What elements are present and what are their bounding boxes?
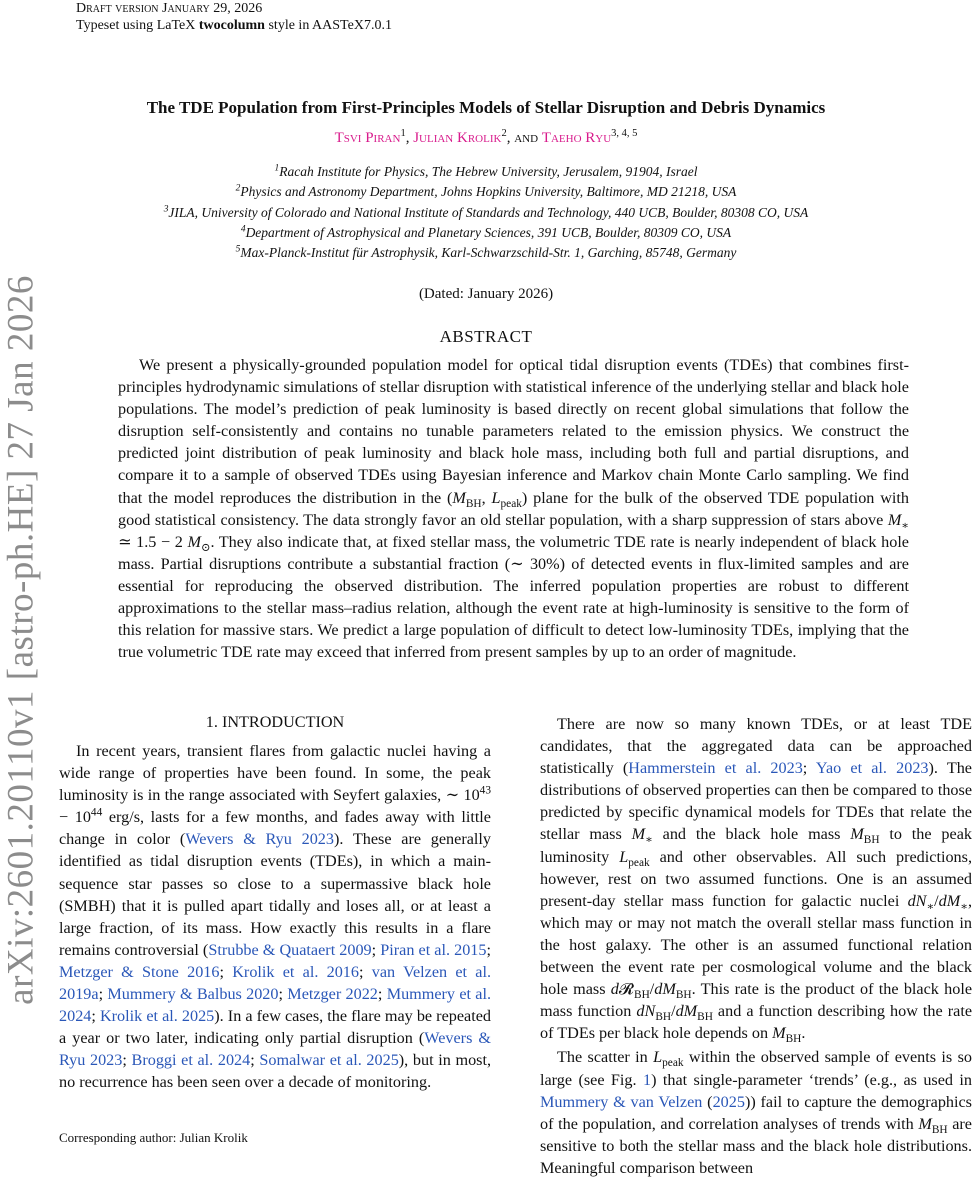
affiliation-number: 5 (235, 244, 241, 255)
draft-version-line (76, 0, 262, 17)
citation-link[interactable]: Piran et al. 2015 (380, 940, 487, 959)
paragraph: In recent years, transient flares from galactic nuclei having a wide range of properties have been found. In some, the peak luminosity is in the range associated with Seyfert galaxies, ∼ $10^{43} - 10^{44}$ erg/s, lasts for a few months, and fades away with little change in color (Wevers & Ryu 2023). These are generally identified as tidal disruption events (TDEs), in which a main-sequence star passes so close to a supermassive black hole (SMBH) that it is pulled apart tidally and loses all, or at least a large fraction, of its mass. How exactly this results in a flare remains controversial (Strubbe & Quataert 2009; Piran et al. 2015; Metzger & Stone 2016; Krolik et al. 2016; van Velzen et al. 2019a; Mummery & Balbus 2020; Metzger 2022; Mummery et al. 2024; Krolik et al. 2025). In a few cases, the flare may be repeated a year or two later, indicating only partial disruption (Wevers & Ryu 2023; Broggi et al. 2024; Somalwar et al. 2025), but in most, no recurrence has been seen over a decade of monitoring. (59, 742, 492, 1092)
affiliation-number: 3 (163, 204, 169, 215)
citation-year-link[interactable]: 2025 (712, 1092, 745, 1111)
citation-link[interactable]: Metzger 2022 (287, 985, 378, 1004)
draft-date: January 29, 2026 (162, 1, 263, 16)
section-heading-introduction: 1. INTRODUCTION (205, 713, 345, 731)
author-list: Tsvi Piran$^1$, Julian Krolik$^2$, and Taeho Ryu$^{3, 4, 5}$ (334, 128, 638, 146)
affiliation-list (60, 162, 912, 263)
abstract-body: We present a physically-grounded population model for optical tidal disruption events (TDEs) that combines first-principles hydrodynamic simulations of stellar disruption with statistical inference of the underlying stellar and black hole populations. The model’s prediction of peak luminosity is based directly on recent global simulations that follow the disruption self-consistently and contains no tunable parameters related to the emission physics. We construct the predicted joint distribution of peak luminosity and black hole mass, including both full and partial disruptions, and compare it to a sample of observed TDEs using Bayesian inference and Markov chain Monte Carlo sampling. We find that the model reproduces the distribution in the ($M_{BH}$, $L_{peak}$) plane for the bulk of the observed TDE population with good statistical consistency. The data strongly favor an old stellar population, with a sharp suppression of stars above $M_∗$ ≃ 1.5 − 2 $M_⊙$. They also indicate that, at fixed stellar mass, the volumetric TDE rate is nearly independent of black hole mass. Partial disruptions contribute a substantial fraction (∼ 30%) of detected events in flux-limited samples and are essential for reproducing the observed distribution. The inferred population properties are robust to different approximations to the stellar mass–radius relation, although the event rate at high-luminosity is sensitive to the form of this relation for massive stars. We predict a large population of difficult to detect low-luminosity TDEs, implying that the true volumetric TDE rate may exceed that inferred from present samples by up to an order of magnitude. (118, 356, 910, 662)
affiliation-number: 1 (274, 163, 280, 174)
left-column (59, 740, 491, 1094)
citation-link[interactable]: Broggi et al. 2024 (131, 1051, 251, 1070)
typeset-suffix: style in AASTeX7.0.1 (264, 18, 392, 33)
latex-logo: LaTeX (156, 18, 196, 33)
citation-link[interactable]: Yao et al. 2023 (815, 759, 929, 778)
author-affiliation-mark: 3, 4, 5 (611, 128, 638, 139)
author-link-piran[interactable]: Tsvi Piran (334, 130, 401, 146)
citation-link[interactable]: Hammerstein et al. 2023 (628, 759, 803, 778)
citation-link[interactable]: Wevers & Ryu 2023 (59, 1029, 492, 1070)
abstract-heading: ABSTRACT (439, 327, 533, 346)
paragraph: There are now so many known TDEs, or at least TDE candidates, that the aggregated data can be approached statistically (Hammerstein et al. 2023; Yao et al. 2023). The distributions of observed properties can then be compared to those predicted by specific dynamical models for TDEs that relate the stellar mass $M_∗$ and the black hole mass $M_{BH}$ to the peak luminosity $L_{peak}$ and other observables. All such predictions, however, rest on two assumed functions. One is an assumed present-day stellar mass function for galactic nuclei $dN_∗/dM_∗$, which may or may not match the overall stellar mass function in the host galaxy. The other is an assumed functional relation between the event rate per cosmological volume and the black hole mass $d𝓡_{BH}/dM_{BH}$. This rate is the product of the black hole mass function $dN_{BH}/dM_{BH}$ and a function describing how the rate of TDEs per black hole depends on $M_{BH}$. (540, 715, 972, 1046)
typeset-prefix: Typeset using (76, 18, 157, 33)
affiliation-item (60, 182, 912, 202)
arxiv-stamp-text: arXiv:2601.20110v1 [astro-ph.HE] 27 Jan 2026 (0, 275, 42, 1005)
author-affiliation-mark: 1 (400, 128, 406, 139)
affiliation-number: 2 (235, 183, 241, 194)
authors-conjunction: and (514, 130, 539, 146)
citation-link[interactable]: Krolik et al. 2025 (99, 1007, 215, 1026)
affiliation-item (60, 162, 912, 182)
citation-link[interactable]: Krolik et al. 2016 (232, 962, 359, 981)
paper-title: The TDE Population from First-Principles Models of Stellar Disruption and Debris Dynamics (146, 98, 826, 117)
arxiv-identifier-stamp (0, 0, 42, 1005)
author-link-ryu[interactable]: Taeho Ryu (541, 130, 612, 146)
abstract-text: ≃ 1.5 − 2 (118, 532, 188, 551)
typeset-line (76, 17, 392, 34)
citation-link[interactable]: Somalwar et al. 2025 (259, 1051, 399, 1070)
typeset-style: twocolumn (198, 18, 265, 33)
abstract-text: ) plane for the bulk of the observed TDE population with good statistical consistency. The data strongly favor an old stellar population, with a sharp suppression of stars above (118, 488, 910, 529)
affiliation-item (60, 223, 912, 243)
abstract-text: . They also indicate that, at fixed stellar mass, the volumetric TDE rate is nearly independent of black hole mass. Partial disruptions contribute a substantial fraction (∼ 30%) of detected events in flux-limited samples and are essential for reproducing the observed distribution. The inferred population properties are robust to different approximations to the stellar mass–radius relation, although the event rate at high-luminosity is sensitive to the form of this relation for massive stars. We predict a large population of difficult to detect low-luminosity TDEs, implying that the true volumetric TDE rate may exceed that inferred from present samples by up to an order of magnitude. (118, 532, 909, 662)
author-link-krolik[interactable]: Julian Krolik (413, 130, 502, 146)
affiliation-text: Max-Planck-Institut für Astrophysik, Karl-Schwarzschild-Str. 1, Garching, 85748, Germany (240, 245, 737, 261)
affiliation-text: Racah Institute for Physics, The Hebrew University, Jerusalem, 91904, Israel (279, 164, 698, 179)
right-column (540, 713, 972, 1179)
affiliation-number: 4 (240, 224, 246, 235)
citation-link[interactable]: van Velzen et al. 2019a (59, 962, 491, 1004)
affiliation-text: Physics and Astronomy Department, Johns Hopkins University, Baltimore, MD 21218, USA (240, 184, 737, 200)
dated-line: (Dated: January 2026) (418, 286, 554, 302)
citation-link[interactable]: Mummery et al. 2024 (59, 985, 492, 1026)
abstract-text: We present a physically-grounded population model for optical tidal disruption events (TDEs) that combines first-principles hydrodynamic simulations of stellar disruption with statistical inference of the underlying stellar and black hole populations. The model’s prediction of peak luminosity is based directly on recent global simulations that follow the disruption self-consistently and contains no tunable parameters related to the emission physics. We construct the predicted joint distribution of peak luminosity and black hole mass, including both full and partial disruptions, and compare it to a sample of observed TDEs using Bayesian inference and Markov chain Monte Carlo sampling. We find that the model reproduces the distribution in the ( (118, 356, 909, 507)
citation-link[interactable]: Strubbe & Quataert 2009 (208, 940, 372, 959)
affiliation-item (60, 243, 912, 263)
citation-link[interactable]: Metzger & Stone 2016 (59, 962, 220, 981)
paragraph: The scatter in $L_{peak}$ within the observed sample of events is so large (see Fig. 1) that single-parameter ‘trends’ (e.g., as used in Mummery & van Velzen (2025)) fail to capture the demographics of the population, and correlation analyses of trends with $M_{BH}$ are sensitive to both the stellar mass and the black hole distributions. Meaningful comparison between (540, 1048, 972, 1177)
draft-prefix: Draft version (76, 1, 159, 16)
affiliation-item (60, 203, 912, 223)
citation-link[interactable]: Mummery & Balbus 2020 (107, 985, 279, 1004)
citation-link[interactable]: Wevers & Ryu 2023 (185, 830, 334, 849)
citation-link[interactable]: Mummery & van Velzen (540, 1092, 703, 1111)
author-affiliation-mark: 2 (501, 128, 507, 139)
affiliation-text: Department of Astrophysical and Planetary Sciences, 391 UCB, Boulder, 80309 CO, USA (245, 224, 732, 240)
affiliation-text: JILA, University of Colorado and National Institute of Standards and Technology, 440 UCB, Boulder, 80308 CO, USA (168, 204, 809, 220)
corresponding-author-footnote: Corresponding author: Julian Krolik (59, 1130, 248, 1145)
figure-link[interactable]: 1 (642, 1070, 652, 1089)
